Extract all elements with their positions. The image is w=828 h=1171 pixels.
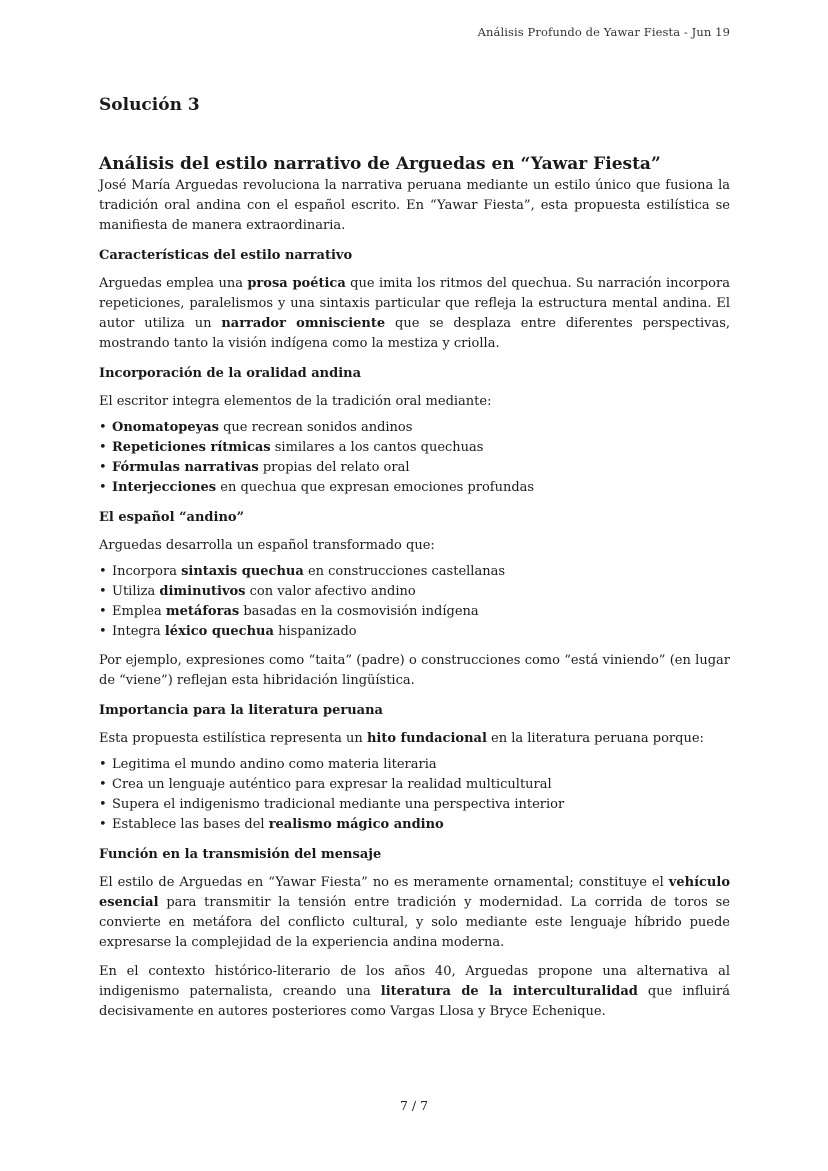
list-item: • Fórmulas narrativas propias del relato oral [99, 460, 410, 475]
heading-characteristics: Características del estilo narrativo [99, 248, 353, 263]
list-item: • Establece las bases del realismo mágico andino [99, 817, 444, 832]
page-number: 7 / 7 [399, 1098, 429, 1113]
importance-intro: Esta propuesta estilística representa un hito fundacional en la literatura peruana porque: [99, 731, 704, 746]
solution-label: Solución 3 [99, 95, 200, 115]
orality-list [99, 418, 730, 498]
list-item: • Integra léxico quechua hispanizado [99, 624, 357, 639]
example-paragraph: Por ejemplo, expresiones como “taita” (padre) o construcciones como “está viniendo” (en lugar de “viene”) reflejan esta hibridación lingüística. [99, 653, 730, 688]
list-item: • Legitima el mundo andino como materia literaria [99, 757, 437, 772]
importance-list [99, 755, 730, 835]
heading-orality: Incorporación de la oralidad andina [99, 366, 362, 381]
list-item: • Emplea metáforas basadas en la cosmovisión indígena [99, 604, 479, 619]
heading-function: Función en la transmisión del mensaje [99, 847, 382, 862]
function-paragraph-1: El estilo de Arguedas en “Yawar Fiesta” no es meramente ornamental; constituye el vehículo esencial para transmitir la tensión entre tradición y modernidad. La corrida de toros se convierte en metáfora del conflicto cultural, y solo mediante este lenguaje híbrido puede expresarse la complejidad de la experiencia andina moderna. [99, 875, 730, 950]
list-item: • Interjecciones en quechua que expresan emociones profundas [99, 480, 535, 495]
intro-paragraph: José María Arguedas revoluciona la narrativa peruana mediante un estilo único que fusiona la tradición oral andina con el español escrito. En “Yawar Fiesta”, esta propuesta estilística se manifiesta de manera extraordinaria. [99, 178, 730, 233]
andean-spanish-list [99, 562, 730, 642]
list-item: • Onomatopeyas que recrean sonidos andinos [99, 420, 413, 435]
heading-andean-spanish: El español “andino” [99, 510, 245, 525]
list-item: • Crea un lenguaje auténtico para expresar la realidad multicultural [99, 777, 552, 792]
list-item: • Utiliza diminutivos con valor afectivo andino [99, 584, 416, 599]
function-paragraph-2: En el contexto histórico-literario de los años 40, Arguedas propone una alternativa al indigenismo paternalista, creando una literatura de la interculturalidad que influirá decisivamente en autores posteriores como Vargas Llosa y Bryce Echenique. [99, 964, 730, 1019]
andean-spanish-intro: Arguedas desarrolla un español transformado que: [99, 538, 435, 553]
list-item: • Repeticiones rítmicas similares a los cantos quechuas [99, 440, 484, 455]
orality-intro: El escritor integra elementos de la tradición oral mediante: [99, 394, 492, 409]
list-item: • Incorpora sintaxis quechua en construcciones castellanas [99, 564, 506, 579]
heading-importance: Importancia para la literatura peruana [99, 703, 383, 718]
page-content [99, 94, 730, 1022]
characteristics-paragraph: Arguedas emplea una prosa poética que imita los ritmos del quechua. Su narración incorpora repeticiones, paralelismos y una sintaxis particular que refleja la estructura mental andina. El autor utiliza un narrador omnisciente que se desplaza entre diferentes perspectivas, mostrando tanto la visión indígena como la mestiza y criolla. [99, 276, 730, 351]
list-item: • Supera el indigenismo tradicional mediante una perspectiva interior [99, 797, 565, 812]
section-title: Análisis del estilo narrativo de Arguedas en “Yawar Fiesta” [99, 154, 661, 174]
running-header: Análisis Profundo de Yawar Fiesta - Jun 19 [477, 25, 730, 39]
